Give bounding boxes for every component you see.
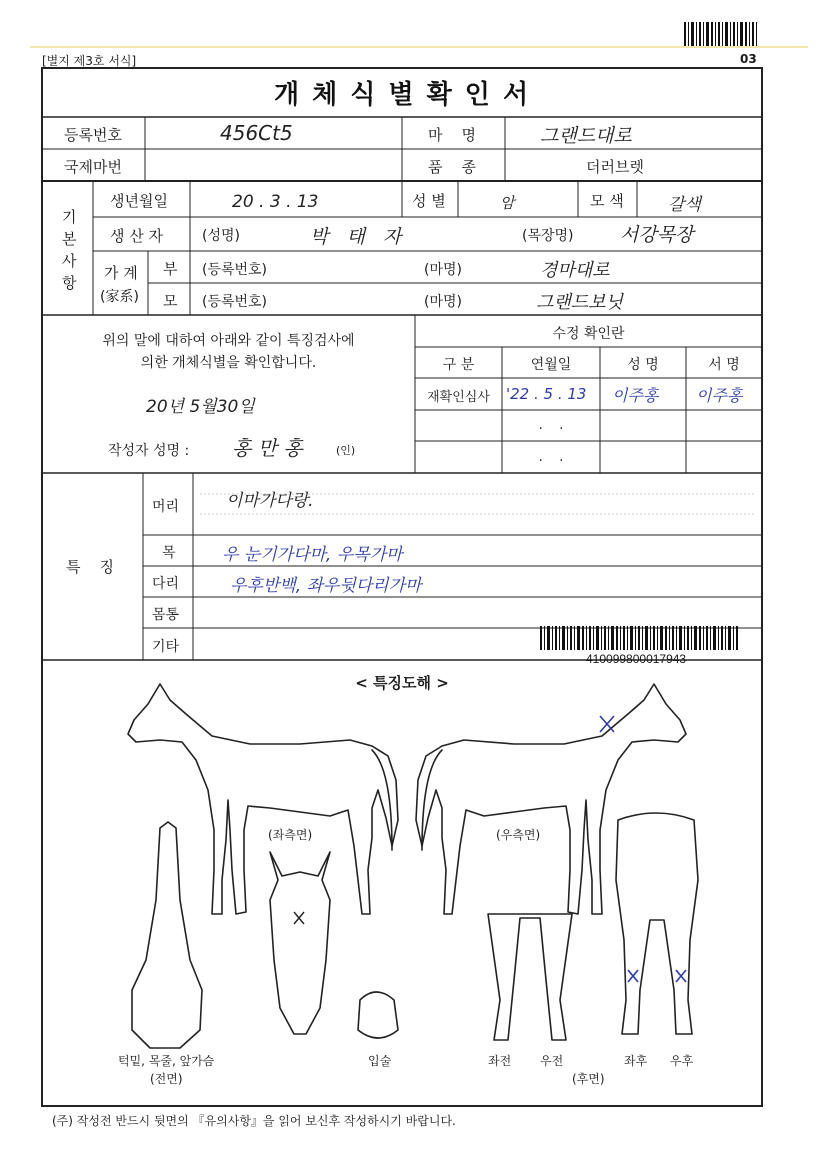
horse-name-value: 그랜드대로 [540,125,632,147]
sire-reg-label: (등록번호) [202,262,268,278]
basic-label-3: 사 [62,252,77,270]
intl-no-label: 국제마번 [64,158,122,176]
horse-front-head [270,852,330,1034]
writer-value: 홍 만 홍 [232,436,303,460]
dam-reg-label: (등록번호) [202,294,268,310]
producer-label: 생 산 자 [110,227,164,245]
label-left-side: (좌측면) [268,828,313,842]
producer-name-label: (성명) [202,228,240,244]
empty-date-1: . . [538,418,564,433]
col-sign: 서 명 [708,357,740,373]
basic-label-1: 기 [62,208,77,226]
writer-label: 작성자 성명 : [108,443,190,459]
sire-label: 부 [163,260,178,278]
label-right-hind: 우후 [670,1054,694,1068]
horse-name-label: 마 명 [428,126,477,144]
empty-date-2: . . [538,450,564,465]
producer-name-value: 박 태 자 [310,226,402,248]
horse-front-neck [132,822,202,1048]
form-number: [별지 제3호 서식] [42,54,137,68]
label-left-front: 좌전 [488,1054,512,1068]
horse-muzzle [358,992,398,1038]
pedigree-hanja: (家系) [100,289,139,305]
breed-value: 더러브렛 [586,158,644,176]
row-type: 재확인심사 [427,390,490,405]
horse-rear-view [616,813,698,1034]
footnote: (주) 작성전 반드시 뒷면의 『유의사항』을 읽어 보신후 작성하시기 바랍니다. [52,1114,456,1128]
dob-value: 20 . 3 . 13 [232,192,319,212]
dam-label: 모 [163,292,178,310]
basic-label-4: 항 [62,274,77,292]
dam-name-value: 그랜드보닛 [536,292,623,313]
neck-label: 목 [162,545,176,561]
etc-label: 기타 [152,639,180,655]
horse-right-side [416,684,686,914]
statement-line-1: 위의 말에 대하여 아래와 같이 특징검사에 [102,333,355,349]
confirm-date: 20년 5월30일 [146,397,255,417]
color-label: 모 색 [590,192,624,210]
ranch-value: 서강목장 [620,224,694,246]
ranch-label: (목장명) [522,228,574,244]
col-date: 연월일 [530,357,572,373]
label-right-side: (우측면) [496,828,541,842]
body-label: 몸통 [152,607,180,623]
barcode-number: 410099800017943 [586,652,687,666]
statement-line-2: 의한 개체식별을 확인합니다. [140,355,317,371]
legs-value: 우후반백, 좌우뒷다리가마 [230,576,422,596]
basic-label-2: 본 [62,230,77,248]
pedigree-label: 가 계 [104,264,138,282]
label-rear-view: (후면) [572,1072,605,1086]
row-date: '22 . 5 . 13 [506,385,587,403]
sex-label: 성 별 [412,192,446,210]
diagram-title: < 특징도해 > [355,674,449,692]
dob-label: 생년월일 [110,192,168,210]
features-label: 특 징 [66,558,115,576]
doc-code: 03 [740,52,757,66]
seal-mark: (인) [336,444,356,457]
row-name: 이주홍 [612,386,659,405]
neck-value: 우 눈기가다마, 우목가마 [222,545,403,565]
head-value: 이마가다랑. [226,491,314,511]
label-left-hind: 좌후 [624,1054,648,1068]
label-lips: 입술 [368,1054,392,1068]
correction-header: 수정 확인란 [552,326,625,342]
reg-no-label: 등록번호 [64,126,122,144]
horse-front-legs [488,914,572,1040]
reg-no-value: 456Ct5 [220,121,293,145]
col-name: 성 명 [627,357,659,373]
head-label: 머리 [152,499,180,515]
row-sign: 이주홍 [696,386,743,405]
dam-name-label: (마명) [424,294,462,310]
horse-left-side [128,684,398,914]
label-front-view: (전면) [150,1072,183,1086]
col-type: 구 분 [442,357,475,373]
sire-name-label: (마명) [424,262,462,278]
sex-value: 암 [500,194,515,212]
page-title: 개 체 식 별 확 인 서 [273,80,531,110]
legs-label: 다리 [152,576,180,592]
color-value: 갈색 [668,195,701,215]
sire-name-value: 경마대로 [540,260,610,281]
label-right-front: 우전 [540,1054,564,1068]
label-front-caption: 턱밑, 목줄, 앞가슴 [118,1054,215,1068]
breed-label: 품 종 [428,158,477,176]
